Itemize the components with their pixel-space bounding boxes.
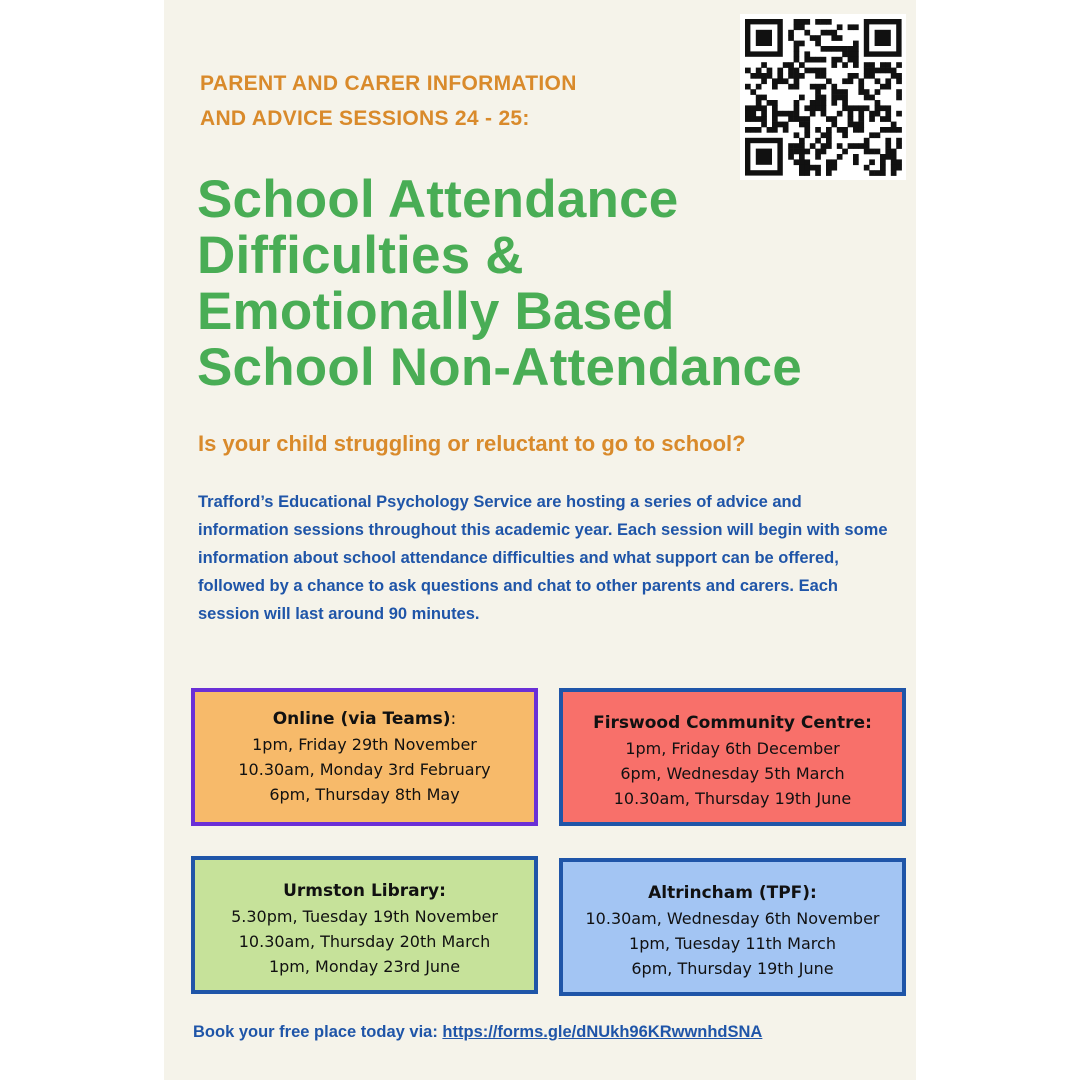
venue-heading-online <box>195 706 534 732</box>
qr-code-icon <box>740 14 906 180</box>
venue-name-altrincham: Altrincham (TPF): <box>648 883 817 903</box>
title-line-3: Emotionally Based <box>197 282 675 341</box>
session-line: 6pm, Thursday 8th May <box>269 785 460 804</box>
subtitle-line-2: AND ADVICE SESSIONS 24 - 25: <box>200 107 530 130</box>
session-line: 6pm, Thursday 19th June <box>631 959 834 978</box>
booking-label: Book your free place today via: <box>193 1023 443 1041</box>
intro-paragraph: Trafford’s Educational Psychology Service are hosting a series of advice and information sessions throughout this academic year. Each session will begin with some information about school attendance difficulties and what support can be offered, followed by a chance to ask questions and chat to other parents and carers. Each session will last around 90 minutes. <box>198 493 888 623</box>
session-line: 10.30am, Thursday 19th June <box>613 789 852 808</box>
title-line-2: Difficulties & <box>197 226 524 285</box>
venue-box-firswood <box>559 688 906 826</box>
venue-box-altrincham <box>559 858 906 996</box>
session-line: 1pm, Friday 6th December <box>625 739 840 758</box>
venue-name-online: Online (via Teams) <box>272 709 451 729</box>
session-line: 10.30am, Thursday 20th March <box>238 932 491 951</box>
session-line: 6pm, Wednesday 5th March <box>620 764 845 783</box>
page-title <box>197 172 907 396</box>
session-line: 5.30pm, Tuesday 19th November <box>231 907 498 926</box>
session-line: 10.30am, Monday 3rd February <box>238 760 491 779</box>
venue-box-online <box>191 688 538 826</box>
title-line-4: School Non-Attendance <box>197 338 802 397</box>
venue-name-suffix: : <box>450 709 457 729</box>
venue-box-urmston <box>191 856 538 994</box>
sessions-subtitle <box>200 66 720 136</box>
session-line: 1pm, Monday 23rd June <box>268 957 461 976</box>
question-heading: Is your child struggling or reluctant to go to school? <box>198 431 746 456</box>
session-line: 10.30am, Wednesday 6th November <box>585 909 880 928</box>
session-line: 1pm, Tuesday 11th March <box>629 934 836 953</box>
venue-name-urmston: Urmston Library: <box>283 881 446 901</box>
session-line: 1pm, Friday 29th November <box>252 735 477 754</box>
booking-line <box>193 1018 913 1046</box>
title-line-1: School Attendance <box>197 170 679 229</box>
subtitle-line-1: PARENT AND CARER INFORMATION <box>200 72 577 95</box>
venue-name-firswood: Firswood Community Centre: <box>593 713 872 733</box>
booking-link[interactable]: https://forms.gle/dNUkh96KRwwnhdSNA <box>442 1023 763 1041</box>
